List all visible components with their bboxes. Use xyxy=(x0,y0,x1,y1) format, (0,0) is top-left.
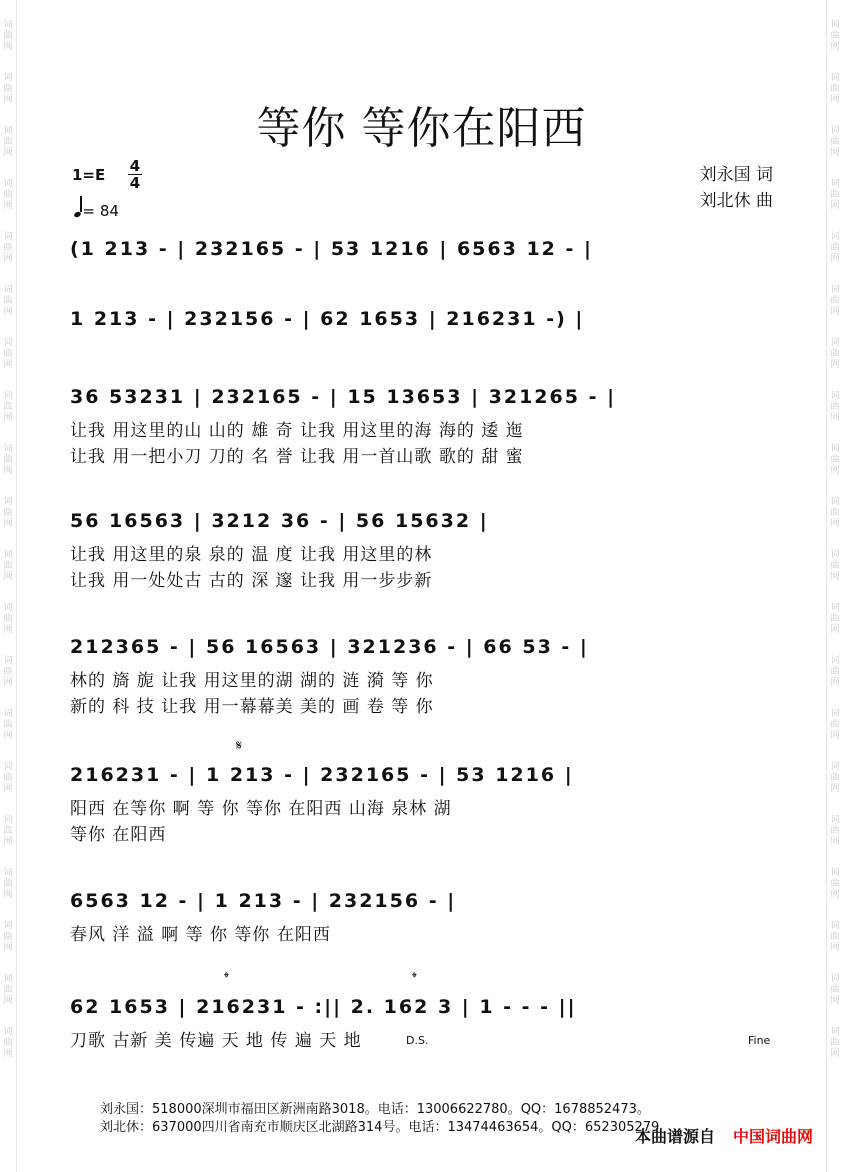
watermark-text xyxy=(0,179,16,212)
watermark-char: 曲 xyxy=(830,561,840,571)
coda-sign-1: 𝄌 xyxy=(224,970,229,986)
watermark-char: 网 xyxy=(830,731,840,741)
watermark-char: 词 xyxy=(830,338,840,348)
watermark-char: 曲 xyxy=(3,31,13,41)
watermark-char: 词 xyxy=(3,921,13,931)
watermark-char: 曲 xyxy=(3,349,13,359)
watermark-text xyxy=(827,603,843,636)
watermark-char: 曲 xyxy=(830,84,840,94)
watermark-text xyxy=(827,868,843,901)
watermark-char: 曲 xyxy=(3,190,13,200)
watermark-char: 词 xyxy=(3,126,13,136)
watermark-char: 词 xyxy=(3,179,13,189)
left-watermark-strip xyxy=(0,0,17,1172)
watermark-char: 词 xyxy=(3,603,13,613)
watermark-char: 网 xyxy=(3,519,13,529)
watermark-char: 曲 xyxy=(3,1038,13,1048)
watermark-char: 词 xyxy=(3,232,13,242)
watermark-char: 网 xyxy=(3,466,13,476)
watermark-char: 词 xyxy=(830,285,840,295)
watermark-char: 词 xyxy=(3,762,13,772)
watermark-char: 词 xyxy=(830,709,840,719)
watermark-char: 词 xyxy=(3,338,13,348)
watermark-char: 曲 xyxy=(830,402,840,412)
watermark-text xyxy=(0,921,16,954)
watermark-char: 词 xyxy=(3,815,13,825)
watermark-char: 曲 xyxy=(830,455,840,465)
notes-line: 212365 - | 56 16563 | 321236 - | 66 53 - | xyxy=(70,636,589,658)
source-site-link[interactable]: 中国词曲网 xyxy=(732,1127,813,1146)
watermark-char: 词 xyxy=(830,603,840,613)
watermark-char: 网 xyxy=(3,625,13,635)
segno-sign: 𝄋 xyxy=(236,738,243,754)
watermark-char: 网 xyxy=(3,837,13,847)
watermark-char: 曲 xyxy=(830,137,840,147)
watermark-text xyxy=(827,1027,843,1060)
watermark-char: 曲 xyxy=(830,349,840,359)
watermark-char: 词 xyxy=(830,656,840,666)
watermark-char: 网 xyxy=(3,413,13,423)
watermark-text xyxy=(0,815,16,848)
watermark-text xyxy=(0,709,16,742)
tempo-value: = 84 xyxy=(82,202,119,220)
watermark-text xyxy=(0,20,16,53)
watermark-char: 曲 xyxy=(830,932,840,942)
watermark-char: 词 xyxy=(830,974,840,984)
watermark-char: 词 xyxy=(3,285,13,295)
watermark-text xyxy=(827,232,843,265)
notes-line: 36 53231 | 232165 - | 15 13653 | 321265 - | xyxy=(70,386,617,408)
watermark-char: 曲 xyxy=(3,455,13,465)
watermark-char: 曲 xyxy=(3,826,13,836)
watermark-text xyxy=(827,921,843,954)
watermark-char: 词 xyxy=(830,126,840,136)
time-signature xyxy=(128,158,142,191)
watermark-char: 词 xyxy=(830,762,840,772)
watermark-char: 词 xyxy=(3,73,13,83)
watermark-text xyxy=(0,762,16,795)
watermark-char: 网 xyxy=(830,42,840,52)
watermark-char: 曲 xyxy=(830,1038,840,1048)
watermark-char: 网 xyxy=(830,678,840,688)
watermark-char: 曲 xyxy=(830,773,840,783)
watermark-char: 词 xyxy=(830,868,840,878)
watermark-char: 网 xyxy=(3,254,13,264)
watermark-char: 曲 xyxy=(830,667,840,677)
watermark-char: 曲 xyxy=(830,985,840,995)
lyric-verse-1: 阳西 在等你 啊 等 你 等你 在阳西 山海 泉林 湖 xyxy=(70,799,452,819)
watermark-text xyxy=(827,974,843,1007)
watermark-char: 曲 xyxy=(3,137,13,147)
watermark-char: 词 xyxy=(830,497,840,507)
watermark-char: 网 xyxy=(830,413,840,423)
watermark-char: 曲 xyxy=(830,826,840,836)
watermark-text xyxy=(0,603,16,636)
watermark-char: 网 xyxy=(830,201,840,211)
right-watermark-strip xyxy=(826,0,843,1172)
lyric-verse-1: 春风 洋 溢 啊 等 你 等你 在阳西 xyxy=(70,925,331,945)
watermark-char: 网 xyxy=(830,572,840,582)
watermark-char: 曲 xyxy=(830,879,840,889)
notes-line: 216231 - | 1 213 - | 232165 - | 53 1216 | xyxy=(70,764,574,786)
watermark-char: 网 xyxy=(3,148,13,158)
watermark-char: 曲 xyxy=(3,773,13,783)
source-label: 本曲谱源自 xyxy=(634,1127,715,1146)
notes-line: 1 213 - | 232156 - | 62 1653 | 216231 -) | xyxy=(70,308,585,330)
watermark-char: 词 xyxy=(3,20,13,30)
watermark-char: 曲 xyxy=(3,402,13,412)
watermark-char: 网 xyxy=(3,890,13,900)
lyric-verse-2: 让我 用一处处古 古的 深 邃 让我 用一步步新 xyxy=(70,571,433,591)
watermark-char: 词 xyxy=(3,868,13,878)
watermark-text xyxy=(827,762,843,795)
watermark-char: 词 xyxy=(830,815,840,825)
watermark-char: 网 xyxy=(830,784,840,794)
lyricist-contact: 刘永国：518000深圳市福田区新洲南路3018。电话：13006622780。QQ：1678852473。 xyxy=(100,1102,650,1117)
lyric-verse-2: 让我 用一把小刀 刀的 名 誉 让我 用一首山歌 歌的 甜 蜜 xyxy=(70,447,524,467)
watermark-char: 网 xyxy=(830,943,840,953)
lyric-verse-1: 林的 旖 旎 让我 用这里的湖 湖的 涟 漪 等 你 xyxy=(70,671,434,691)
watermark-char: 网 xyxy=(3,95,13,105)
watermark-char: 曲 xyxy=(830,296,840,306)
watermark-char: 词 xyxy=(830,444,840,454)
time-signature-bottom: 4 xyxy=(129,174,141,192)
watermark-char: 词 xyxy=(3,1027,13,1037)
watermark-char: 曲 xyxy=(830,31,840,41)
watermark-char: 网 xyxy=(830,95,840,105)
watermark-char: 曲 xyxy=(3,720,13,730)
watermark-text xyxy=(0,232,16,265)
composer-credit: 刘北休 曲 xyxy=(699,191,773,211)
watermark-text xyxy=(0,1027,16,1060)
lyric-verse-2: 等你 在阳西 xyxy=(70,825,167,845)
watermark-text xyxy=(827,709,843,742)
time-signature-top: 4 xyxy=(129,157,141,175)
watermark-char: 网 xyxy=(830,996,840,1006)
watermark-char: 曲 xyxy=(3,561,13,571)
watermark-char: 曲 xyxy=(3,879,13,889)
note-stem xyxy=(80,196,82,212)
watermark-char: 词 xyxy=(830,921,840,931)
watermark-text xyxy=(827,285,843,318)
watermark-text xyxy=(827,20,843,53)
watermark-char: 词 xyxy=(830,73,840,83)
watermark-text xyxy=(0,497,16,530)
watermark-char: 网 xyxy=(830,837,840,847)
lyric-verse-1: 让我 用这里的泉 泉的 温 度 让我 用这里的林 xyxy=(70,545,433,565)
watermark-char: 网 xyxy=(830,307,840,317)
watermark-char: 曲 xyxy=(830,243,840,253)
watermark-char: 网 xyxy=(3,784,13,794)
watermark-char: 网 xyxy=(830,360,840,370)
lyric-verse-1: 让我 用这里的山 山的 雄 奇 让我 用这里的海 海的 逶 迤 xyxy=(70,421,524,441)
fine-mark: Fine xyxy=(748,1034,771,1047)
watermark-char: 曲 xyxy=(3,84,13,94)
watermark-char: 网 xyxy=(3,572,13,582)
watermark-char: 曲 xyxy=(3,296,13,306)
watermark-char: 词 xyxy=(3,497,13,507)
watermark-char: 词 xyxy=(3,550,13,560)
watermark-text xyxy=(827,391,843,424)
watermark-char: 网 xyxy=(3,201,13,211)
watermark-char: 网 xyxy=(3,731,13,741)
watermark-text xyxy=(0,974,16,1007)
watermark-char: 网 xyxy=(830,519,840,529)
watermark-char: 曲 xyxy=(830,508,840,518)
watermark-char: 网 xyxy=(830,148,840,158)
watermark-char: 曲 xyxy=(3,508,13,518)
watermark-text xyxy=(0,285,16,318)
watermark-text xyxy=(0,656,16,689)
watermark-char: 词 xyxy=(3,974,13,984)
lyric-verse-1: 刀歌 古新 美 传遍 天 地 传 遍 天 地 xyxy=(70,1031,362,1051)
watermark-char: 曲 xyxy=(830,190,840,200)
watermark-text xyxy=(827,815,843,848)
watermark-char: 网 xyxy=(3,42,13,52)
watermark-text xyxy=(827,444,843,477)
watermark-text xyxy=(827,656,843,689)
watermark-char: 网 xyxy=(830,625,840,635)
watermark-char: 网 xyxy=(3,360,13,370)
source-credit xyxy=(635,1124,813,1147)
watermark-char: 曲 xyxy=(3,985,13,995)
coda-sign-2: 𝄌 xyxy=(412,970,417,986)
watermark-char: 网 xyxy=(830,254,840,264)
watermark-char: 曲 xyxy=(830,720,840,730)
watermark-char: 词 xyxy=(3,656,13,666)
watermark-char: 词 xyxy=(830,179,840,189)
watermark-char: 网 xyxy=(830,890,840,900)
watermark-text xyxy=(827,179,843,212)
watermark-char: 网 xyxy=(3,996,13,1006)
notes-line: 6563 12 - | 1 213 - | 232156 - | xyxy=(70,890,457,912)
watermark-char: 网 xyxy=(3,943,13,953)
key-signature: 1=E xyxy=(72,166,106,184)
watermark-char: 词 xyxy=(3,709,13,719)
watermark-text xyxy=(827,497,843,530)
watermark-char: 词 xyxy=(3,391,13,401)
lyric-verse-2: 新的 科 技 让我 用一幕幕美 美的 画 卷 等 你 xyxy=(70,697,434,717)
watermark-char: 网 xyxy=(830,1049,840,1059)
watermark-char: 网 xyxy=(3,307,13,317)
watermark-text xyxy=(0,550,16,583)
lyricist-credit: 刘永国 词 xyxy=(699,165,773,185)
watermark-char: 词 xyxy=(830,550,840,560)
watermark-char: 曲 xyxy=(3,243,13,253)
watermark-char: 网 xyxy=(3,1049,13,1059)
watermark-char: 词 xyxy=(830,232,840,242)
notes-line: (1 213 - | 232165 - | 53 1216 | 6563 12 - | xyxy=(70,238,593,260)
watermark-char: 曲 xyxy=(3,932,13,942)
watermark-text xyxy=(0,338,16,371)
watermark-text xyxy=(0,391,16,424)
watermark-text xyxy=(0,444,16,477)
notes-line: 62 1653 | 216231 - :|| 2. 162 3 | 1 - - - || xyxy=(70,996,577,1018)
tempo-marking xyxy=(74,200,119,220)
watermark-text xyxy=(0,868,16,901)
watermark-char: 曲 xyxy=(3,614,13,624)
composer-contact: 刘北休：637000四川省南充市顺庆区北湖路314号。电话：13474463654。QQ：652305279 xyxy=(100,1120,660,1135)
watermark-char: 词 xyxy=(830,1027,840,1037)
song-title: 等你 等你在阳西 xyxy=(256,103,587,154)
watermark-char: 词 xyxy=(830,20,840,30)
watermark-char: 网 xyxy=(830,466,840,476)
watermark-char: 网 xyxy=(3,678,13,688)
watermark-text xyxy=(827,338,843,371)
watermark-char: 词 xyxy=(3,444,13,454)
watermark-char: 曲 xyxy=(830,614,840,624)
watermark-char: 词 xyxy=(830,391,840,401)
watermark-text xyxy=(827,550,843,583)
notes-line: 56 16563 | 3212 36 - | 56 15632 | xyxy=(70,510,489,532)
da-segno-mark: D.S. xyxy=(406,1034,429,1047)
watermark-char: 曲 xyxy=(3,667,13,677)
